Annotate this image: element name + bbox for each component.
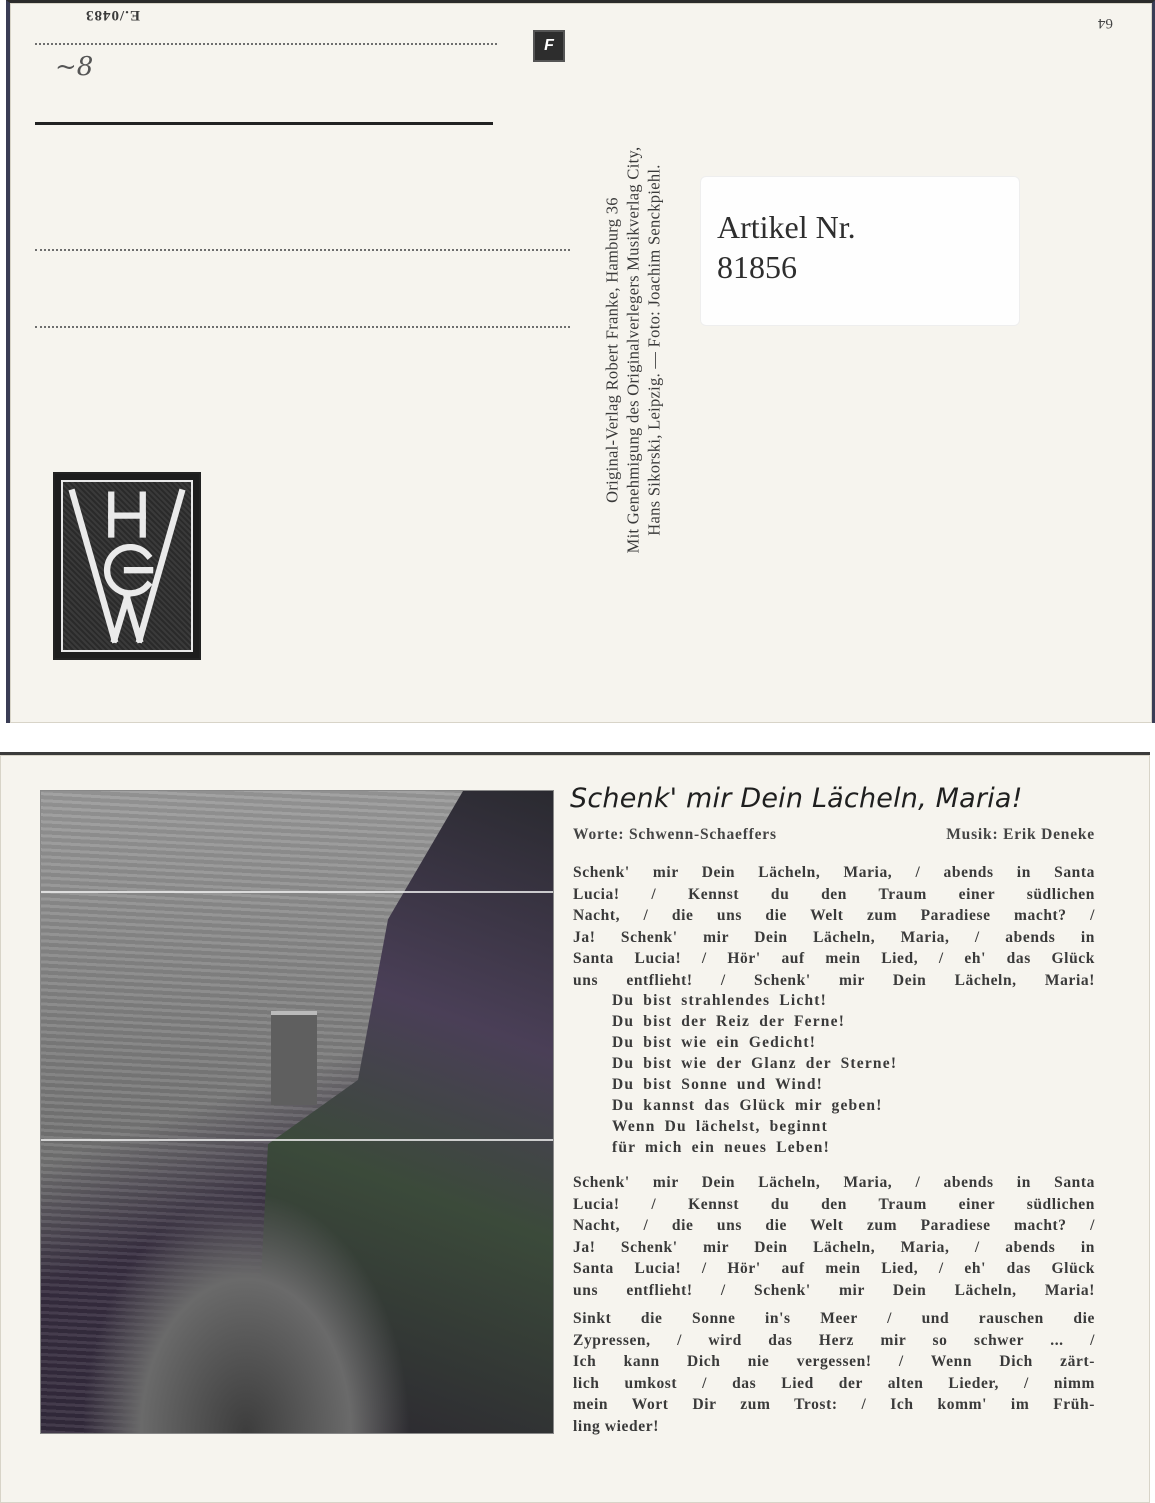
agave-plant — [81, 1191, 411, 1433]
composer: Musik: Erik Deneke — [946, 826, 1095, 843]
lyric-line: Ja! Schenk' mir Dein Lächeln, Maria, / abends in — [573, 1238, 1095, 1256]
song-title: Schenk' mir Dein Lächeln, Maria! — [570, 783, 1023, 814]
address-line-1 — [35, 43, 497, 45]
scan-seam — [41, 891, 553, 893]
lyric-line: Ich kann Dich nie vergessen! / Wenn Dich zärt- — [573, 1353, 1095, 1370]
coastal-photo — [40, 790, 554, 1434]
address-line-4 — [35, 326, 570, 328]
song-credits — [573, 826, 1095, 844]
scan-seam — [41, 1139, 553, 1141]
lyric-line: Nacht, / die uns die Welt zum Paradiese macht? / — [573, 1217, 1095, 1234]
lyric-line: Schenk' mir Dein Lächeln, Maria, / abends in Santa — [573, 864, 1095, 881]
handwritten-mark: ~8 — [55, 52, 94, 82]
hgw-logo-icon — [53, 472, 201, 660]
publisher-line: Hans Sikorski, Leipzig. — Foto: Joachim Senckpiehl. — [644, 164, 664, 536]
lyric-line: Lucia! / Kennst du den Traum einer südlichen — [573, 885, 1095, 903]
lyric-line: Nacht, / die uns die Welt zum Paradiese macht? / — [573, 907, 1095, 924]
watchtower — [271, 1011, 317, 1105]
lyric-line: Du bist wie ein Gedicht! — [612, 1034, 817, 1051]
lyric-line: uns entflieht! / Schenk' mir Dein Lächeln, Maria! — [573, 971, 1095, 989]
article-number: 81856 — [717, 249, 797, 285]
card-code: E./0483 — [85, 7, 140, 23]
publisher-line: Original-Verlag Robert Franke, Hamburg 36 — [602, 197, 622, 503]
lyric-line: ling wieder! — [573, 1417, 659, 1435]
lyric-line: Lucia! / Kennst du den Traum einer südlichen — [573, 1195, 1095, 1213]
publisher-imprint — [598, 40, 668, 660]
lyric-line: Du bist strahlendes Licht! — [612, 992, 828, 1009]
address-line-2 — [35, 122, 493, 125]
lyric-line: Ja! Schenk' mir Dein Lächeln, Maria, / abends in — [573, 928, 1095, 946]
lyric-line: Santa Lucia! / Hör' auf mein Lied, / eh' das Glück — [573, 1260, 1095, 1277]
verse-1 — [573, 862, 1095, 991]
lyric-line: Zypressen, / wird das Herz mir so schwer ... / — [573, 1331, 1095, 1349]
verse-2 — [573, 1172, 1095, 1301]
lyric-line: Du kannst das Glück mir geben! — [612, 1097, 883, 1114]
lyric-line: Sinkt die Sonne in's Meer / und rauschen die — [573, 1310, 1095, 1327]
verse-3 — [573, 1308, 1095, 1437]
article-label: Artikel Nr. — [717, 209, 856, 245]
lyric-line: Du bist wie der Glanz der Sterne! — [612, 1055, 898, 1072]
lyric-line: lich umkost / das Lied der alten Lieder, / nimm — [573, 1374, 1095, 1392]
page-number: 64 — [1098, 15, 1113, 31]
chorus — [612, 990, 897, 1158]
lyric-line: für mich ein neues Leben! — [612, 1139, 830, 1156]
publisher-small-logo-icon: F — [533, 30, 565, 62]
article-number-label — [700, 176, 1020, 326]
lyric-line: Schenk' mir Dein Lächeln, Maria, / abends in Santa — [573, 1174, 1095, 1191]
lyric-line: Du bist Sonne und Wind! — [612, 1076, 824, 1093]
lyric-line: Santa Lucia! / Hör' auf mein Lied, / eh' das Glück — [573, 950, 1095, 967]
lyric-line: uns entflieht! / Schenk' mir Dein Lächeln, Maria! — [573, 1281, 1095, 1299]
address-line-3 — [35, 249, 570, 251]
publisher-line: Mit Genehmigung des Originalverlegers Musikverlag City, — [623, 146, 643, 554]
lyricist: Worte: Schwenn-Schaeffers — [573, 826, 777, 843]
lyric-line: mein Wort Dir zum Trost: / Ich komm' im Früh- — [573, 1396, 1095, 1413]
lyric-line: Du bist der Reiz der Ferne! — [612, 1013, 846, 1030]
hgw-monogram-icon — [63, 482, 191, 650]
lyric-line: Wenn Du lächelst, beginnt — [612, 1118, 828, 1135]
